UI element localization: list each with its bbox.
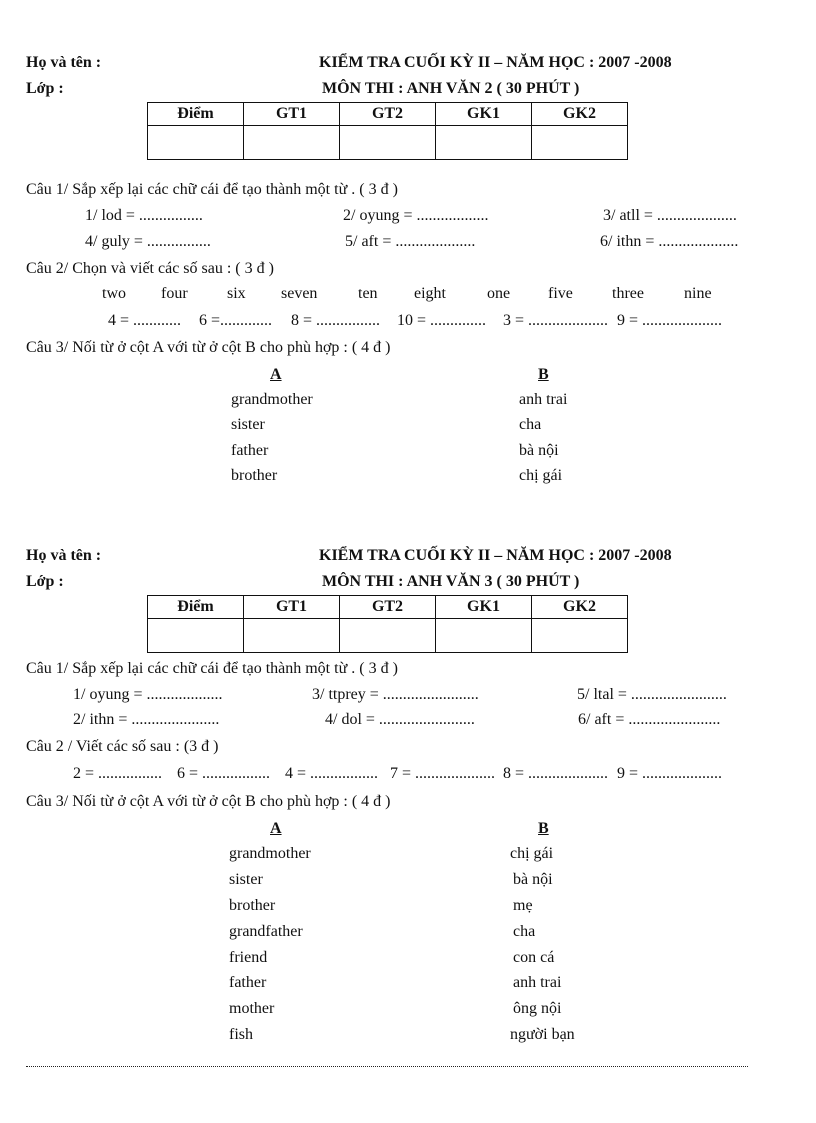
column-a-item: sister [231,416,265,433]
q2-blank[interactable]: 4 = ................. [285,765,379,782]
class-label: Lớp : [26,573,64,590]
column-a-item: grandmother [231,391,313,408]
column-a-item: father [231,442,269,459]
grade-header-gk2: GK2 [532,103,628,126]
class-label: Lớp : [26,80,64,97]
q2-blank[interactable]: 2 = ................ [73,765,163,782]
q2-word: two [102,285,126,302]
column-a-item: brother [231,467,278,484]
q1-item[interactable]: 4/ dol = ........................ [325,711,475,728]
column-a-item: brother [229,897,276,914]
question-1-title: Câu 1/ Sắp xếp lại các chữ cái để tạo thành một từ . ( 3 đ ) [26,660,398,677]
q1-item[interactable]: 5/ ltal = ........................ [577,686,727,703]
q1-item[interactable]: 4/ guly = ................ [85,233,211,250]
q1-item[interactable]: 2/ ithn = ...................... [73,711,220,728]
q2-blank[interactable]: 3 = .................... [503,312,609,329]
grade-header-score: Điểm [148,596,244,619]
q1-item[interactable]: 6/ aft = ....................... [578,711,721,728]
question-3-title: Câu 3/ Nối từ ở cột A với từ ở cột B cho phù hợp : ( 4 đ ) [26,793,391,810]
column-a-item: father [229,974,267,991]
column-b-header: B [538,366,549,383]
column-b-item: bà nội [519,442,559,459]
q2-word: eight [414,285,446,302]
column-b-item: anh trai [519,391,568,408]
column-b-item: chị gái [519,467,563,484]
grade-header-gk1: GK1 [436,103,532,126]
column-a-item: fish [229,1026,253,1043]
grade-cell[interactable] [436,619,532,653]
column-b-item: bà nội [513,871,553,888]
question-2-title: Câu 2/ Chọn và viết các số sau : ( 3 đ ) [26,260,274,277]
q1-item[interactable]: 6/ ithn = .................... [600,233,739,250]
grade-cell[interactable] [532,126,628,160]
q2-word: six [227,285,246,302]
grade-cell[interactable] [340,619,436,653]
grade-cell[interactable] [148,619,244,653]
grade-header-gt2: GT2 [340,103,436,126]
grade-header-gk2: GK2 [532,596,628,619]
q2-blank[interactable]: 8 = .................... [503,765,609,782]
q2-blank[interactable]: 6 = ................. [177,765,271,782]
q2-blank[interactable]: 4 = ............ [108,312,182,329]
grade-cell[interactable] [436,126,532,160]
grade-header-score: Điểm [148,103,244,126]
q1-item[interactable]: 1/ lod = ................ [85,207,203,224]
q1-item[interactable]: 3/ atll = .................... [603,207,737,224]
column-b-item: cha [519,416,542,433]
q2-blank[interactable]: 7 = .................... [390,765,496,782]
column-b-header: B [538,820,549,837]
exam-title: KIỂM TRA CUỐI KỲ II – NĂM HỌC : 2007 -2008 [319,54,672,71]
column-b-item: con cá [513,949,555,966]
question-2-title: Câu 2 / Viết các số sau : (3 đ ) [26,738,219,755]
column-a-item: friend [229,949,268,966]
grade-cell[interactable] [532,619,628,653]
q1-item[interactable]: 5/ aft = .................... [345,233,476,250]
grade-cell[interactable] [148,126,244,160]
q2-blank[interactable]: 10 = .............. [397,312,487,329]
column-b-item: người bạn [510,1026,575,1043]
q1-item[interactable]: 3/ ttprey = ........................ [312,686,479,703]
column-b-item: anh trai [513,974,562,991]
q2-word: seven [281,285,318,302]
q2-blank[interactable]: 9 = .................... [617,765,723,782]
q2-blank[interactable]: 9 = .................... [617,312,723,329]
column-a-header: A [270,366,282,383]
q1-item[interactable]: 2/ oyung = .................. [343,207,489,224]
q2-word: three [612,285,644,302]
subject-title: MÔN THI : ANH VĂN 2 ( 30 PHÚT ) [322,80,580,97]
column-b-item: mẹ [513,897,533,914]
grade-cell[interactable] [244,619,340,653]
q2-word: five [548,285,573,302]
q2-word: ten [358,285,378,302]
grade-header-gt2: GT2 [340,596,436,619]
grade-table [147,595,628,653]
column-b-item: ông nội [513,1000,562,1017]
column-a-item: grandmother [229,845,311,862]
cut-line [26,1066,748,1067]
column-b-item: chị gái [510,845,554,862]
question-1-title: Câu 1/ Sắp xếp lại các chữ cái để tạo thành một từ . ( 3 đ ) [26,181,398,198]
grade-table [147,102,628,160]
grade-header-gt1: GT1 [244,596,340,619]
q2-word: one [487,285,511,302]
column-a-item: mother [229,1000,275,1017]
column-a-header: A [270,820,282,837]
exam-title: KIỂM TRA CUỐI KỲ II – NĂM HỌC : 2007 -2008 [319,547,672,564]
grade-header-gt1: GT1 [244,103,340,126]
name-label: Họ và tên : [26,54,102,71]
name-label: Họ và tên : [26,547,102,564]
grade-cell[interactable] [340,126,436,160]
grade-header-gk1: GK1 [436,596,532,619]
question-3-title: Câu 3/ Nối từ ở cột A với từ ở cột B cho phù hợp : ( 4 đ ) [26,339,391,356]
grade-cell[interactable] [244,126,340,160]
q2-word: nine [684,285,712,302]
column-a-item: grandfather [229,923,303,940]
q2-blank[interactable]: 6 =............. [199,312,273,329]
column-b-item: cha [513,923,536,940]
q1-item[interactable]: 1/ oyung = ................... [73,686,223,703]
subject-title: MÔN THI : ANH VĂN 3 ( 30 PHÚT ) [322,573,580,590]
q2-blank[interactable]: 8 = ................ [291,312,381,329]
column-a-item: sister [229,871,263,888]
q2-word: four [161,285,188,302]
